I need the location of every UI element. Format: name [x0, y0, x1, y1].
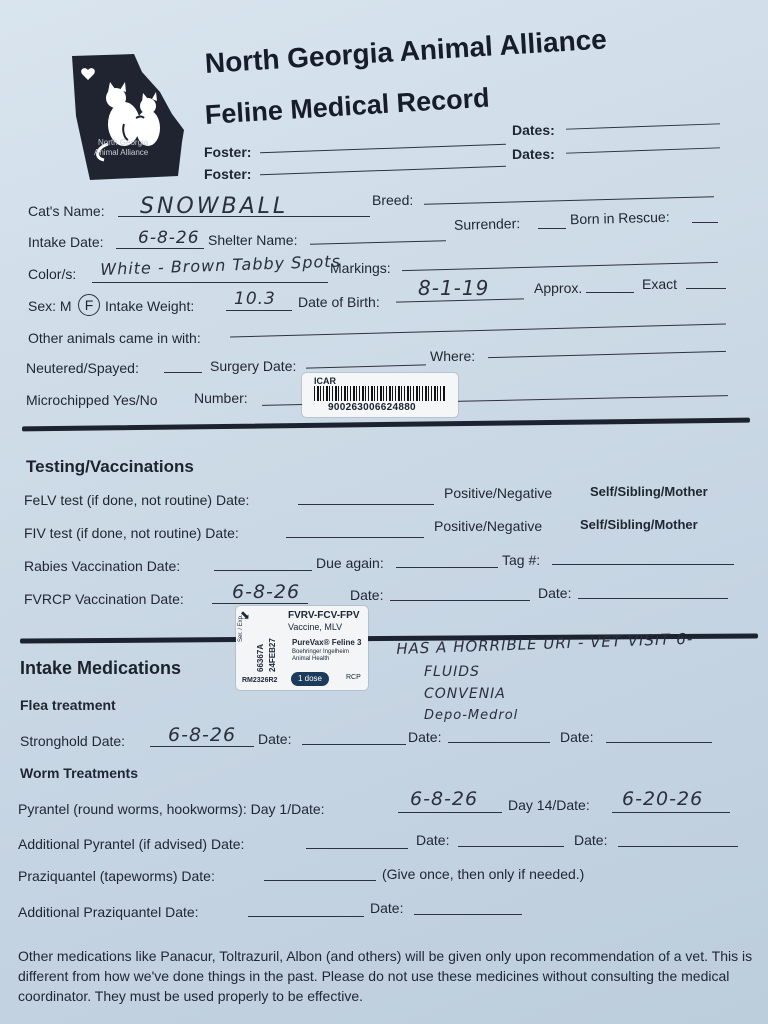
surrender-field[interactable] [538, 228, 566, 229]
stronghold-date3-label: Date: [408, 729, 442, 745]
surrender-label: Surrender: [453, 215, 521, 233]
flea-heading: Flea treatment [20, 697, 116, 713]
pyrantel-day14-field[interactable] [612, 812, 730, 813]
chip-number-value: 900263006624880 [328, 402, 416, 413]
other-animals-label: Other animals came in with: [28, 330, 201, 346]
add-pyrantel-date3-label: Date: [574, 832, 608, 848]
fiv-posneg: Positive/Negative [434, 518, 543, 534]
intake-weight-label: Intake Weight: [105, 298, 195, 314]
add-praz-date2-field[interactable] [414, 914, 522, 915]
color-value: White - Brown Tabby Spots [100, 251, 342, 279]
vaccine-serial: RM2326R2 [242, 677, 278, 684]
add-pyrantel-date-field[interactable] [306, 848, 408, 849]
pyrantel-day14-value: 6-20-26 [622, 788, 704, 810]
felv-posneg: Positive/Negative [444, 485, 553, 501]
stronghold-label: Stronghold Date: [20, 733, 126, 749]
uri-note-line1: HAS A HORRIBLE URI - VET VISIT 6- [396, 629, 694, 658]
rabies-label: Rabies Vaccination Date: [24, 558, 181, 574]
sex-female-value: F [84, 297, 94, 313]
fvrcp-date2-field[interactable] [390, 600, 530, 601]
stronghold-date-value: 6-8-26 [168, 724, 237, 746]
add-pyrantel-date2-field[interactable] [458, 846, 564, 847]
stronghold-date4-label: Date: [560, 729, 594, 745]
neutered-label: Neutered/Spayed: [26, 360, 139, 376]
foster-label-2: Foster: [204, 166, 252, 182]
vaccine-sticker [236, 606, 368, 690]
georgia-cat-logo-icon [68, 52, 188, 182]
section-divider-1 [22, 418, 750, 432]
approx-label: Approx. [534, 280, 583, 296]
intake-meds-heading: Intake Medications [20, 658, 182, 678]
chip-label: ICAR [314, 376, 336, 386]
stronghold-date4-field[interactable] [606, 742, 712, 743]
other-animals-field[interactable] [230, 324, 726, 338]
fvrcp-date-field[interactable] [212, 603, 308, 604]
praz-note: (Give once, then only if needed.) [382, 866, 585, 882]
uri-note-line3: CONVENIA [424, 686, 506, 702]
felv-date-field[interactable] [298, 504, 434, 505]
color-field[interactable] [92, 282, 328, 283]
vaccine-side-label: Ser. / Exp. [238, 614, 244, 642]
fvrcp-date2-label: Date: [350, 587, 384, 603]
stronghold-date-field[interactable] [150, 746, 254, 747]
surgery-date-label: Surgery Date: [210, 358, 297, 374]
sex-female-option[interactable] [78, 294, 100, 316]
fvrcp-date3-label: Date: [538, 585, 572, 601]
exact-label: Exact [642, 276, 678, 292]
due-again-field[interactable] [396, 567, 498, 568]
add-pyrantel-label: Additional Pyrantel (if advised) Date: [18, 836, 245, 852]
intake-date-value: 6-8-26 [138, 228, 200, 248]
vaccine-arrow-icon: ⬊ [240, 608, 251, 622]
footer-notice: Other medications like Panacur, Toltrazuril, Albon (and others) will be given only upon recommendation of a vet. This is different from how we've done things in the past. Please do not use these medicines without consulting the medical coordinator. They must be used properly to be effective. [18, 948, 753, 1004]
dates-label-1: Dates: [512, 122, 555, 138]
praz-date-field[interactable] [264, 880, 376, 881]
foster-label-1: Foster: [204, 144, 252, 160]
stronghold-date2-label: Date: [258, 731, 292, 747]
color-label: Color/s: [28, 266, 77, 282]
vaccine-line3: PureVax® Feline 3 [292, 638, 362, 647]
praz-label: Praziquantel (tapeworms) Date: [18, 868, 215, 884]
stronghold-date3-field[interactable] [448, 742, 550, 743]
foster-field-2[interactable] [260, 166, 506, 176]
intake-date-field[interactable] [116, 248, 204, 249]
sex-label: Sex: M [28, 298, 72, 314]
shelter-name-label: Shelter Name: [208, 232, 298, 248]
vaccine-line5: Animal Health [292, 656, 330, 662]
vaccine-lot: 66367A [256, 643, 265, 672]
intake-weight-field[interactable] [226, 310, 292, 311]
uri-note-line2: FLUIDS [424, 664, 480, 680]
dob-label: Date of Birth: [298, 294, 380, 310]
breed-label: Breed: [372, 192, 414, 208]
where-label: Where: [430, 348, 476, 364]
microchipped-label: Microchipped Yes/No [26, 392, 158, 408]
vaccine-line2: Vaccine, MLV [288, 622, 343, 632]
pyrantel-day1-value: 6-8-26 [410, 788, 479, 810]
dates-label-2: Dates: [512, 146, 555, 162]
alliance-logo [68, 52, 188, 182]
fiv-selfsib: Self/Sibling/Mother [580, 517, 698, 532]
dates-field-2[interactable] [566, 147, 720, 153]
markings-label: Markings: [330, 260, 391, 276]
cats-name-value: SNOWBALL [140, 194, 289, 219]
vaccine-exp: 24FEB27 [268, 638, 277, 672]
logo-text-1: North Georgia [98, 138, 149, 147]
add-praz-label: Additional Praziquantel Date: [18, 904, 199, 920]
born-in-rescue-field[interactable] [692, 222, 718, 223]
stronghold-date2-field[interactable] [302, 744, 406, 745]
fvrcp-label: FVRCP Vaccination Date: [24, 591, 184, 607]
pyrantel-day1-field[interactable] [398, 812, 502, 813]
markings-field[interactable] [402, 262, 718, 271]
exact-field[interactable] [686, 288, 726, 289]
fvrcp-date-value: 6-8-26 [232, 581, 301, 603]
day14-label: Day 14/Date: [508, 797, 590, 813]
intake-date-label: Intake Date: [28, 234, 104, 250]
add-praz-date-field[interactable] [248, 916, 364, 917]
add-praz-date2-label: Date: [370, 900, 404, 916]
cats-name-label: Cat's Name: [28, 203, 105, 219]
page-title: North Georgia Animal Alliance [204, 23, 608, 79]
rabies-date-field[interactable] [214, 570, 312, 571]
surgery-date-field[interactable] [306, 364, 426, 368]
due-again-label: Due again: [316, 555, 384, 571]
dob-value: 8-1-19 [418, 276, 490, 300]
pyrantel-label: Pyrantel (round worms, hookworms): Day 1/Date: [18, 801, 325, 817]
approx-field[interactable] [586, 292, 634, 293]
uri-note-line4: Depo-Medrol [424, 708, 519, 723]
shelter-name-field[interactable] [310, 240, 446, 245]
add-pyrantel-date3-field[interactable] [618, 846, 738, 847]
where-field[interactable] [488, 351, 726, 358]
tag-label: Tag #: [502, 552, 541, 568]
vaccine-dose-badge: 1 dose [291, 672, 329, 686]
fiv-label: FIV test (if done, not routine) Date: [24, 525, 239, 541]
tag-field[interactable] [552, 564, 734, 565]
vaccine-line4: Boehringer Ingelheim [292, 649, 350, 655]
felv-label: FeLV test (if done, not routine) Date: [24, 492, 250, 508]
fiv-date-field[interactable] [286, 537, 424, 538]
fvrcp-date3-field[interactable] [578, 598, 728, 599]
vaccine-line1: FVRV-FCV-FPV [288, 610, 360, 621]
vaccine-rcp: RCP [346, 674, 361, 681]
barcode-bars [314, 386, 446, 401]
dates-field-1[interactable] [566, 123, 720, 129]
breed-field[interactable] [424, 196, 714, 205]
logo-text-2: Animal Alliance [94, 148, 149, 157]
microchip-barcode-sticker [302, 373, 458, 417]
felv-selfsib: Self/Sibling/Mother [590, 484, 708, 499]
neutered-field[interactable] [164, 372, 202, 373]
worm-heading: Worm Treatments [20, 765, 138, 781]
testing-heading: Testing/Vaccinations [26, 457, 194, 476]
add-pyrantel-date2-label: Date: [416, 832, 450, 848]
foster-field-1[interactable] [260, 144, 506, 154]
intake-weight-value: 10.3 [234, 289, 276, 309]
number-label: Number: [194, 390, 248, 406]
born-in-rescue-label: Born in Rescue: [569, 208, 670, 228]
page-subtitle: Feline Medical Record [204, 82, 491, 130]
